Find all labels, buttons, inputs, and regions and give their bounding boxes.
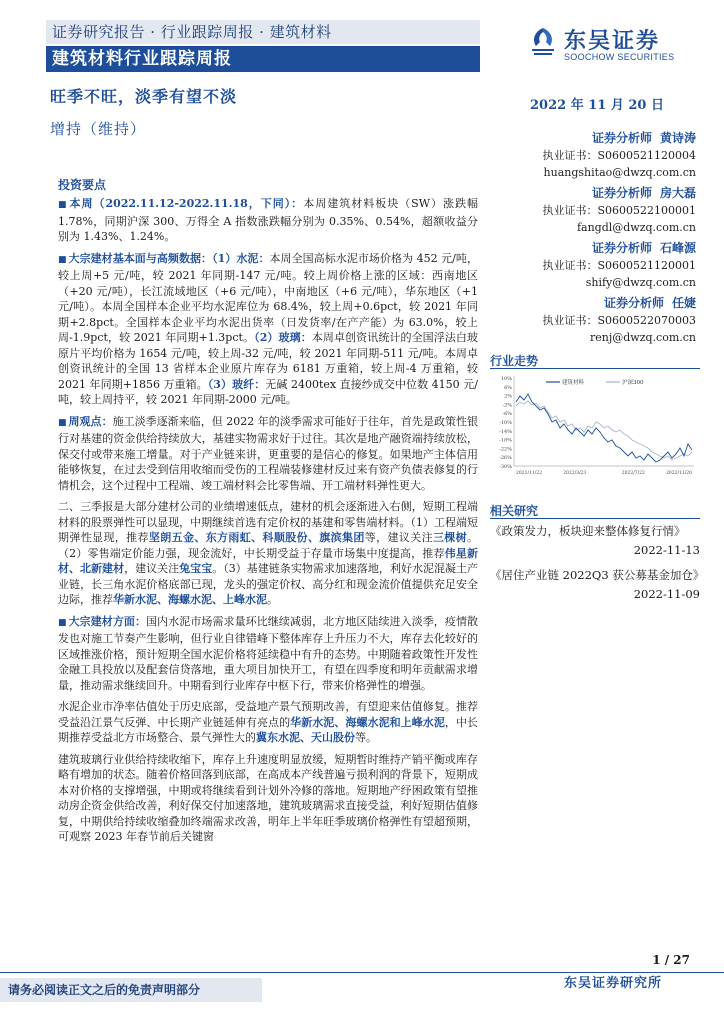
related-item-title[interactable]: 《政策发力，板块迎来整体修复行情》 xyxy=(490,524,686,538)
analyst-role: 证券分析师 xyxy=(603,296,664,310)
report-category: 证券研究报告 · 行业跟踪周报 · 建筑材料 xyxy=(52,23,332,41)
main-content xyxy=(58,196,478,851)
paragraph-text: 。（2）零售端定价能力强，现金流好，中长期受益于存量市场集中度提高，推荐 xyxy=(58,531,479,560)
stock-highlight: 华新水泥、海螺水泥和上峰水泥 xyxy=(290,715,445,729)
report-category-band xyxy=(46,20,480,44)
report-subtitle: 旺季不旺，淡季有望不淡 xyxy=(50,87,238,106)
related-item-date: 2022-11-09 xyxy=(633,587,700,601)
related-research-label: 相关研究 xyxy=(490,504,539,518)
stock-highlight: 冀东水泥、天山股份 xyxy=(256,731,355,744)
legend-csi300: 沪深300 xyxy=(622,380,644,386)
stock-highlight: 三棵树 xyxy=(432,531,468,544)
bullet-icon: ■ xyxy=(58,200,68,210)
x-tick-label: 2022/7/22 xyxy=(621,471,645,476)
stock-highlight: 伟星新材、北新建材 xyxy=(58,546,478,575)
y-tick-label: -2% xyxy=(502,402,512,409)
paragraph-glass xyxy=(58,752,478,845)
related-item[interactable] xyxy=(490,566,705,604)
related-item-date: 2022-11-13 xyxy=(633,543,700,557)
paragraph-text: 施工淡季逐渐来临，但 2022 年的淡季需求可能好于往年，首先是政策性银行对基建的资金供给持续放大，基建实物需求好于过往。其次是地产融资端持续放松，保交付或带来施工增量。对于产业链来讲，更重要的是信心的修复。如果地产主体信用能够恢复，在过去受到信用收缩而受伤的工程端装修建材反过来有资产负债表修复的行情机会，这个过程中工程端、竣工端材料会比零售端、开工端材料弹性更大。 xyxy=(58,414,478,492)
analyst-cert: 执业证书：S0600522070003 xyxy=(542,314,696,327)
related-research-list xyxy=(490,522,705,610)
paragraph-recommendation xyxy=(58,499,478,608)
paragraph-heading: 大宗建材基本面与高频数据：（1）水泥： xyxy=(68,251,270,265)
brand-mark-icon xyxy=(528,26,558,58)
paragraph-text: 水泥企业市净率估值处于历史底部，受益地产景气预期改善，有望迎来估值修复。推荐受益沿江景气反弹、中长期产业链延伸有亮点的 xyxy=(58,700,478,729)
bullet-icon: ■ xyxy=(58,254,67,265)
y-tick-label: -30% xyxy=(499,464,512,470)
paragraph-text: 等。 xyxy=(355,731,377,744)
paragraph-text: 等，建议关注 xyxy=(364,531,433,544)
disclaimer-band xyxy=(0,978,262,1002)
analyst-name: 任婕 xyxy=(671,296,696,310)
related-item[interactable] xyxy=(490,522,700,560)
analyst xyxy=(500,183,696,236)
divider xyxy=(490,518,700,519)
stock-highlight: 华新水泥、海螺水泥、上峰水泥 xyxy=(113,593,267,606)
paragraph-text: ，中长期推荐受益北方市场整合、景气弹性大的 xyxy=(58,715,479,744)
trend-label: 行业走势 xyxy=(490,354,539,368)
paragraph-text: 无碱 2400tex 直接纱成交中位数 4150 元/吨，较上周持平，较 2021 年同期-2000 元/吨。 xyxy=(58,377,479,406)
y-tick-label: -18% xyxy=(499,437,512,444)
paragraph-text: 国内水泥市场需求量环比继续减弱，北方地区陆续进入淡季，疫情散发也对施工节奏产生影响，但行业自律错峰下整体库存上升压力不大，库存去化较好的区域推涨价格，预计短期全国水泥价格将延续稳中有升的态势。中期随着政策性开发性金融工具投放以及配套信贷落地，重大项目加快开工，有望在四季度和明年贡献需求增量，推动需求继续回升。中期看到行业库存中枢下行，带来价格弹性的增强。 xyxy=(58,614,479,692)
paragraph-text: 本周卓创资讯统计的全国浮法白玻原片平均价格为 1654 元/吨，较上周-32 元/吨，较 2021 年同期-511 元/吨。本周卓创资讯统计的全国 13 省样本企业原片库存为 6181 万重箱，较上周-4 万重箱，较 2021 年同期+1856 万重箱。 xyxy=(58,331,479,391)
paragraph-heading: 本周（2022.11.12-2022.11.18，下同）： xyxy=(69,197,304,210)
analyst-role: 证券分析师 xyxy=(591,186,652,200)
y-tick-label: 6% xyxy=(504,384,512,391)
y-tick-label: -22% xyxy=(499,446,512,453)
analyst xyxy=(500,293,696,346)
analyst-cert: 执业证书：S0600522100001 xyxy=(542,204,696,217)
y-tick-label: -6% xyxy=(502,411,512,418)
brand-name-cn: 东吴证券 xyxy=(564,28,661,54)
related-item-title[interactable]: 《居住产业链 2022Q3 获公募基金加仓》 xyxy=(490,568,705,582)
paragraph-heading: 周观点： xyxy=(68,414,113,428)
paragraph-bulk-materials xyxy=(58,614,478,694)
x-tick-label: 2022/11/20 xyxy=(666,471,692,476)
paragraph-text: ，建议关注 xyxy=(124,562,180,575)
trend-chart xyxy=(488,372,700,482)
y-tick-label: 2% xyxy=(504,393,512,400)
paragraph-subheading: （3）玻纤： xyxy=(207,377,266,391)
y-axis-ticks xyxy=(499,376,512,470)
analyst-role: 证券分析师 xyxy=(591,131,652,145)
disclaimer-text: 请务必阅读正文之后的免责声明部分 xyxy=(8,983,201,997)
x-axis-ticks xyxy=(516,470,692,476)
analyst-role: 证券分析师 xyxy=(591,241,652,255)
analyst-cert: 执业证书：S0600521120001 xyxy=(542,259,696,272)
paragraph-view xyxy=(58,414,478,494)
analyst-email[interactable]: fangdl@dwzq.com.cn xyxy=(576,221,696,234)
report-date: 2022 年 11 月 20 日 xyxy=(530,98,664,113)
stock-highlight: 坚朗五金、东方雨虹、科顺股份、旗滨集团 xyxy=(148,531,365,544)
analyst-email[interactable]: renj@dwzq.com.cn xyxy=(589,331,696,344)
paragraph-text: 。 xyxy=(267,593,278,606)
analyst xyxy=(500,128,696,181)
report-title: 建筑材料行业跟踪周报 xyxy=(52,49,232,69)
brand-name-en: SOOCHOW SECURITIES xyxy=(564,52,675,62)
institute-name: 东吴证券研究所 xyxy=(563,976,662,991)
paragraph-text: 。（3）基建链条实物需求加速落地，利好水泥混凝土产业链，长三角水泥价格底部已现，龙头的强定价权、高分红和现金流价值提供充足安全边际，推荐 xyxy=(58,562,479,606)
brand-logo xyxy=(528,24,708,64)
rating: 增持（维持） xyxy=(50,120,147,138)
x-tick-label: 2021/11/22 xyxy=(516,471,542,476)
analyst-name: 石峰源 xyxy=(659,241,696,255)
analyst-list xyxy=(500,128,696,348)
y-tick-label: -26% xyxy=(499,455,512,462)
key-points-label: 投资要点 xyxy=(58,178,107,192)
paragraph-cement xyxy=(58,699,478,746)
series-line-csi300 xyxy=(516,401,692,460)
paragraph-fundamentals xyxy=(58,251,478,408)
page-number: 1 / 27 xyxy=(652,953,690,967)
stock-highlight: 兔宝宝 xyxy=(179,562,213,575)
x-tick-label: 2022/3/23 xyxy=(563,471,587,476)
divider xyxy=(490,368,700,369)
analyst-email[interactable]: shify@dwzq.com.cn xyxy=(585,276,696,289)
analyst xyxy=(500,238,696,291)
bullet-icon: ■ xyxy=(58,617,67,628)
analyst-name: 房大磊 xyxy=(659,186,696,200)
analyst-cert: 执业证书：S0600521120004 xyxy=(542,149,696,162)
analyst-email[interactable]: huangshitao@dwzq.com.cn xyxy=(543,166,696,179)
report-title-bar xyxy=(46,46,480,72)
bullet-icon: ■ xyxy=(58,417,67,428)
y-tick-label: -14% xyxy=(499,428,512,435)
paragraph-weekly xyxy=(58,196,478,245)
paragraph-text: 本周建筑材料板块（SW）涨跌幅 1.78%，同期沪深 300、万得全 A 指数涨跌幅分别为 0.35%、0.54%，超额收益分别为 1.43%、1.24%。 xyxy=(58,197,478,243)
y-tick-label: 10% xyxy=(500,376,512,382)
paragraph-text: 二、三季报是大部分建材公司的业绩增速低点，建材的机会逐渐进入右侧，短期工程端材料的股票弹性可以显现，中期继续首选有定价权的基建和零售端材料。（1）工程端短期弹性显现，推荐 xyxy=(58,500,478,544)
paragraph-text: 建筑玻璃行业供给持续收缩下，库存上升速度明显放缓，短期暂时维持产销平衡或库存略有增加的状态。随着价格回落到底部，在高成本产线普遍亏损利润的背景下，短期成本对价格的支撑增强，中期或将继续看到计划外冷修的落地。短期地产纾困政策有望推动房企资金供给改善，利好保交付加速落地，建筑玻璃需求直接受益，利好短期估值修复，中期供给持续收缩叠加终端需求改善，明年上半年旺季玻璃价格弹性有望超预期，可观察 2023 年春节前后关键窗 xyxy=(58,752,478,843)
y-tick-label: -10% xyxy=(499,420,512,426)
paragraph-text: 本周全国高标水泥市场价格为 452 元/吨，较上周+5 元/吨，较 2021 年同期-147 元/吨。较上周价格上涨的区域：西南地区（+20 元/吨），长江流域地区（+6 元/吨），中南地区（+6 元/吨），华东地区（+1 元/吨）。本周全国样本企业平均水泥库位为 68.4%，较上周+0.6pct，较 2021 年同期+2.8pct。全国样本企业平均水泥出货率（日发货率/在产产能）为 63.0%，较上周-1.9pct，较 2021 年同期+1.3pct。 xyxy=(58,251,478,344)
paragraph-heading: 大宗建材方面： xyxy=(68,614,147,628)
paragraph-subheading: （2）玻璃： xyxy=(254,331,312,344)
legend-building-materials: 建筑材料 xyxy=(562,380,585,386)
analyst-name: 黄诗涛 xyxy=(659,131,696,145)
